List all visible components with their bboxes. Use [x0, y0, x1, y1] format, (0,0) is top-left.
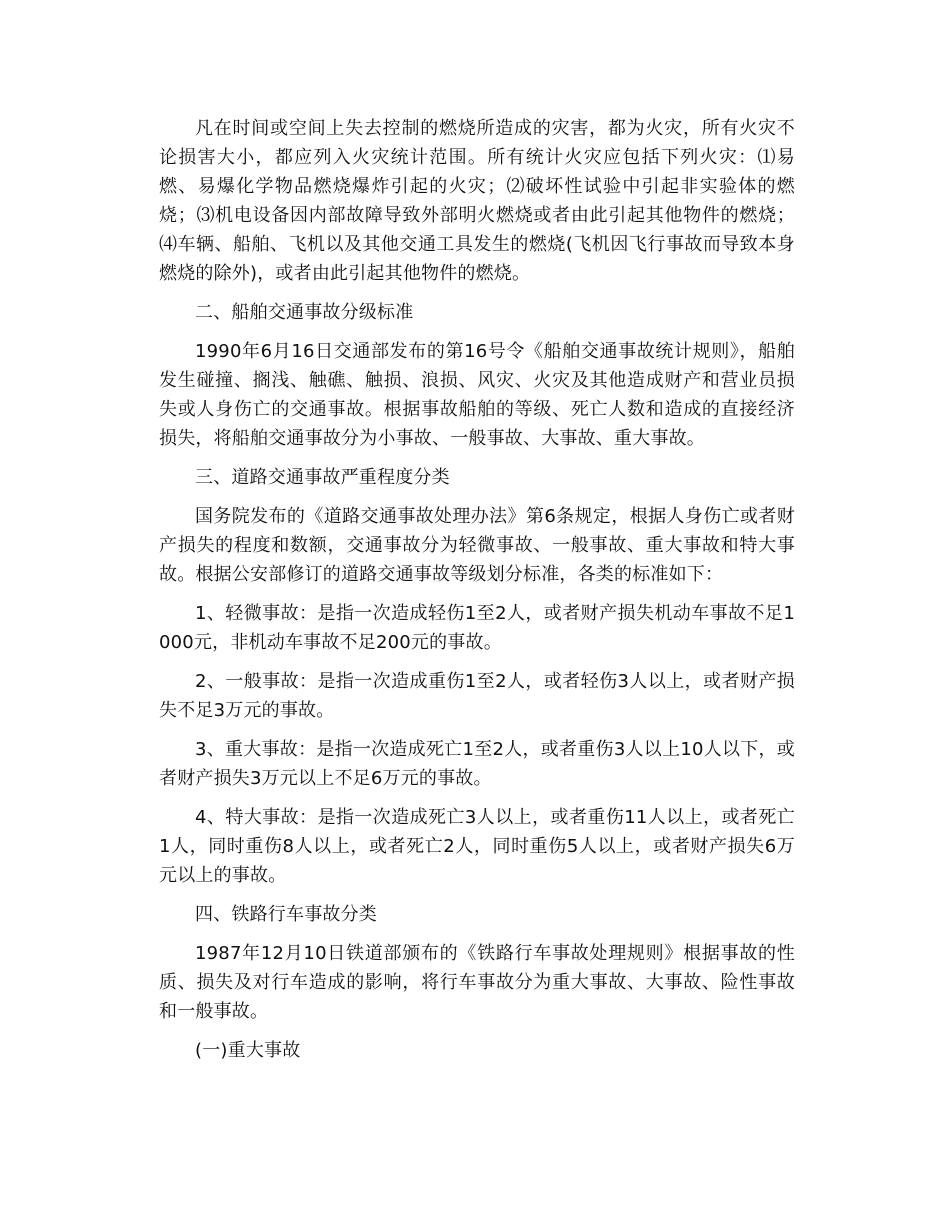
section-heading-railway: 四、铁路行车事故分类: [195, 904, 377, 925]
railway-accident-paragraph: 1987年12月10日铁道部颁布的《铁路行车事故处理规则》根据事故的性质、损失及对行车造成的影响，将行车事故分为重大事故、大事故、险性事故和一般事故。: [159, 943, 795, 1022]
ship-accident-paragraph: 1990年6月16日交通部发布的第16号令《船舶交通事故统计规则》，船舶发生碰撞、搁浅、触礁、触损、浪损、风灾、火灾及其他造成财产和营业员损失或人身伤亡的交通事故。根据事故船舶的等级、死亡人数和造成的直接经济损失，将船舶交通事故分为小事故、一般事故、大事故、重大事故。: [159, 341, 795, 449]
document-body: [159, 114, 795, 1075]
section-heading-road: 三、道路交通事故严重程度分类: [195, 467, 450, 488]
fire-definition-paragraph: 凡在时间或空间上失去控制的燃烧所造成的灾害，都为火灾，所有火灾不论损害大小，都应列入火灾统计范围。所有统计火灾应包括下列火灾：⑴易燃、易爆化学物品燃烧爆炸引起的火灾；⑵破坏性试验中引起非实验体的燃烧；⑶机电设备因内部故障导致外部明火燃烧或者由此引起其他物件的燃烧；⑷车辆、船舶、飞机以及其他交通工具发生的燃烧(飞机因飞行事故而导致本身燃烧的除外)，或者由此引起其他物件的燃烧。: [159, 118, 795, 284]
road-general-accident-item: 2、一般事故：是指一次造成重伤1至2人，或者轻伤3人以上，或者财产损失不足3万元的事故。: [159, 671, 795, 721]
road-minor-accident-item: 1、轻微事故：是指一次造成轻伤1至2人，或者财产损失机动车事故不足1000元，非机动车事故不足200元的事故。: [159, 603, 795, 653]
section-heading-ship: 二、船舶交通事故分级标准: [195, 302, 414, 323]
road-accident-paragraph: 国务院发布的《道路交通事故处理办法》第6条规定，根据人身伤亡或者财产损失的程度和数额，交通事故分为轻微事故、一般事故、重大事故和特大事故。根据公安部修订的道路交通事故等级划分标准，各类的标准如下：: [159, 506, 795, 585]
road-extraordinary-accident-item: 4、特大事故：是指一次造成死亡3人以上，或者重伤11人以上，或者死亡1人，同时重伤8人以上，或者死亡2人，同时重伤5人以上，或者财产损失6万元以上的事故。: [159, 807, 795, 886]
subsection-heading-major: (一)重大事故: [195, 1040, 301, 1061]
road-major-accident-item: 3、重大事故：是指一次造成死亡1至2人，或者重伤3人以上10人以下，或者财产损失3万元以上不足6万元的事故。: [159, 739, 795, 789]
